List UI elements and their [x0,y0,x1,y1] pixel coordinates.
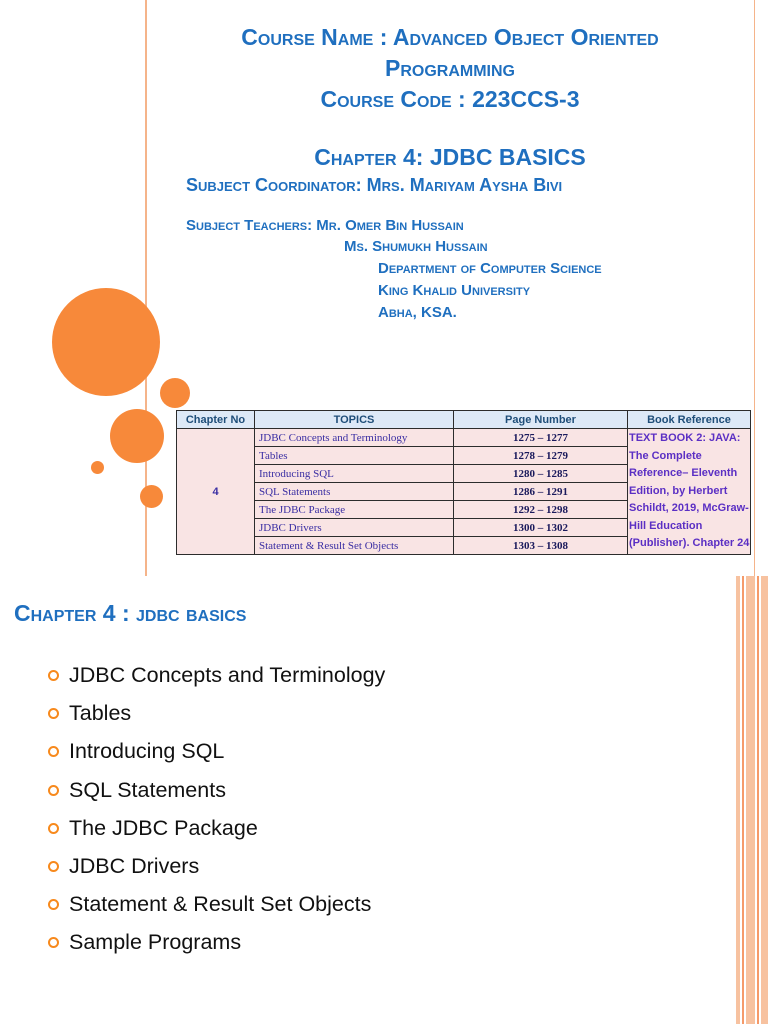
chapter-heading: Chapter 4: JDBC BASICS [314,144,586,170]
location: Abha, KSA. [378,304,457,321]
table-header-row [177,411,751,429]
bullet-ring-icon [48,670,59,681]
content-slide [0,576,768,1024]
decorative-stripe [761,576,768,1024]
decorative-circle-medium [110,409,164,463]
decorative-circle-small [160,378,190,408]
page-cell: 1275 – 1277 [454,429,628,447]
list-item-label: Tables [69,701,132,726]
topic-cell: JDBC Concepts and Terminology [255,429,454,447]
list-item-label: JDBC Concepts and Terminology [69,663,386,687]
header-topics: TOPICS [255,411,454,429]
list-item-label: The JDBC Package [69,815,258,840]
topic-cell: JDBC Drivers [255,519,454,537]
slide-title: Chapter 4 : jdbc basics [14,600,247,626]
topic-cell: Statement & Result Set Objects [255,537,454,555]
course-name-line-2: Programming [385,55,515,81]
page-cell: 1278 – 1279 [454,447,628,465]
list-item [48,889,385,927]
subject-coordinator: Subject Coordinator: Mrs. Mariyam Aysha Bivi [186,175,563,195]
department: Department of Computer Science [378,260,602,277]
course-name-line: Course Name : Advanced Object Oriented [241,24,659,50]
decorative-stripe [746,576,755,1024]
decorative-stripe [757,576,759,1024]
list-item-label: JDBC Drivers [69,853,200,878]
list-item [48,927,385,965]
table-row [177,429,751,447]
decorative-stripe [742,576,744,1024]
bullet-ring-icon [48,746,59,757]
list-item [48,851,385,889]
header-book-reference: Book Reference [628,411,751,429]
list-item-label: SQL Statements [69,777,226,802]
topic-cell: Tables [255,447,454,465]
topic-cell: SQL Statements [255,483,454,501]
bullet-ring-icon [48,708,59,719]
topics-table [176,410,751,555]
header-chapter-no: Chapter No [177,411,255,429]
page-cell: 1292 – 1298 [454,501,628,519]
list-item-label: Statement & Result Set Objects [69,892,372,917]
page-cell: 1286 – 1291 [454,483,628,501]
page-cell: 1300 – 1302 [454,519,628,537]
list-item [48,736,385,774]
university: King Khalid University [378,282,531,299]
decorative-circle-small-2 [140,485,163,508]
topic-list [48,660,385,966]
list-item [48,660,385,698]
decorative-vertical-line-right [754,0,755,576]
header-page-number: Page Number [454,411,628,429]
list-item [48,698,385,736]
subject-teachers: Subject Teachers: Mr. Omer Bin Hussain [186,217,464,234]
page-cell: 1280 – 1285 [454,465,628,483]
bullet-ring-icon [48,899,59,910]
bullet-ring-icon [48,937,59,948]
list-item [48,775,385,813]
list-item [48,813,385,851]
page-cell: 1303 – 1308 [454,537,628,555]
bullet-ring-icon [48,823,59,834]
decorative-circle-tiny [91,461,104,474]
book-reference-cell: TEXT BOOK 2: JAVA: The Complete Reference– Eleventh Edition, by Herbert Schildt, 2019, McGraw-Hill Education (Publisher). Chapter 24 [628,429,751,555]
course-title-block [150,22,750,115]
topic-cell: Introducing SQL [255,465,454,483]
decorative-circle-large [52,288,160,396]
topic-cell: The JDBC Package [255,501,454,519]
list-item-label: Introducing SQL [69,739,225,764]
list-item-label: Sample Programs [69,930,242,955]
bullet-ring-icon [48,785,59,796]
teacher-2: Ms. Shumukh Hussain [344,238,488,255]
bullet-ring-icon [48,861,59,872]
decorative-stripe [736,576,740,1024]
course-code: Course Code : 223CCS-3 [320,86,580,112]
chapter-number-cell: 4 [177,429,255,555]
